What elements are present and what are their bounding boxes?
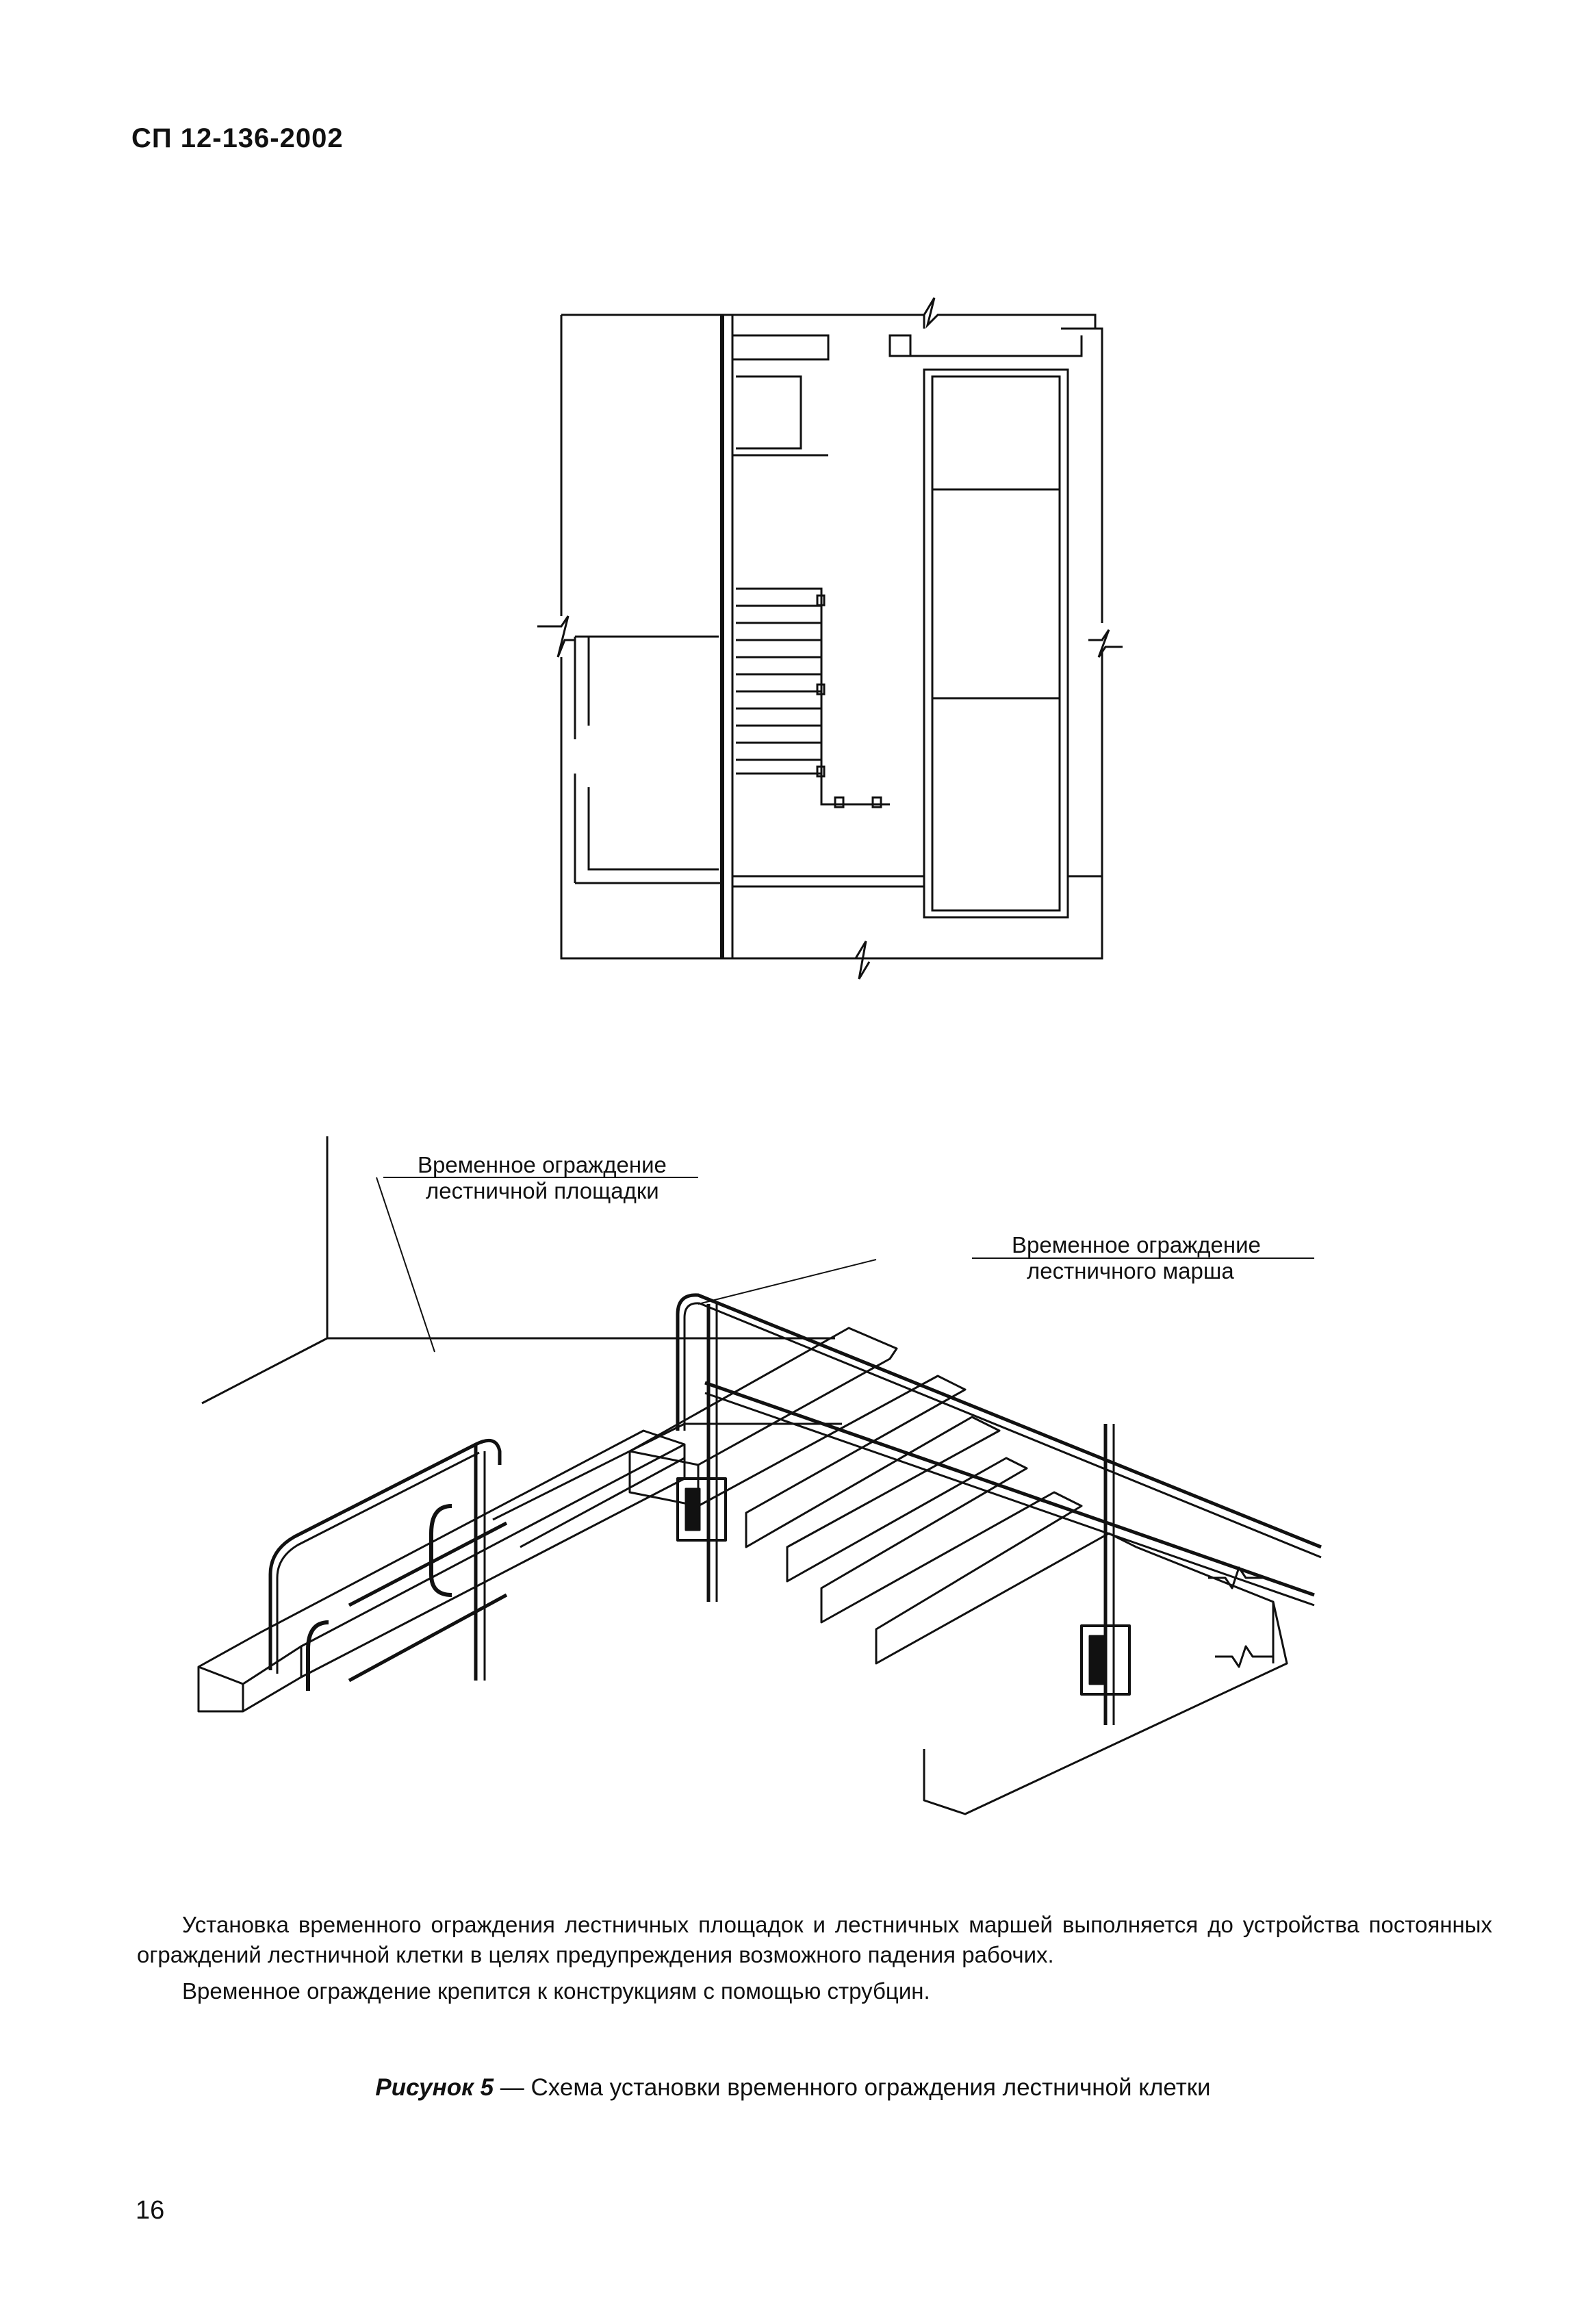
paragraph-installation: Установка временного ограждения лестничных площадок и лестничных маршей выполняется до устройства постоянных ограждений лестничной клетки в целях предупреждения возможного падения рабочих. — [137, 1912, 1492, 1967]
document-code: СП 12-136-2002 — [131, 123, 344, 153]
paragraph-fastening: Временное ограждение крепится к конструкциям с помощью струбцин. — [182, 1978, 930, 2004]
figure-caption — [0, 2074, 1586, 2102]
callout-landing-line1: Временное ограждение — [418, 1152, 667, 1177]
callout-flight-line1: Временное ограждение — [1012, 1232, 1261, 1257]
stairwell-plan-drawing — [527, 294, 1123, 993]
callout-flight-line2: лестничного марша — [1027, 1258, 1234, 1284]
page-number: 16 — [136, 2196, 165, 2225]
callout-landing-line2: лестничной площадки — [426, 1178, 659, 1203]
figure-caption-label: Рисунок 5 — [375, 2074, 494, 2101]
isometric-railing-drawing — [205, 1123, 1506, 1807]
figure-caption-text: — Схема установки временного ограждения лестничной клетки — [494, 2074, 1211, 2101]
